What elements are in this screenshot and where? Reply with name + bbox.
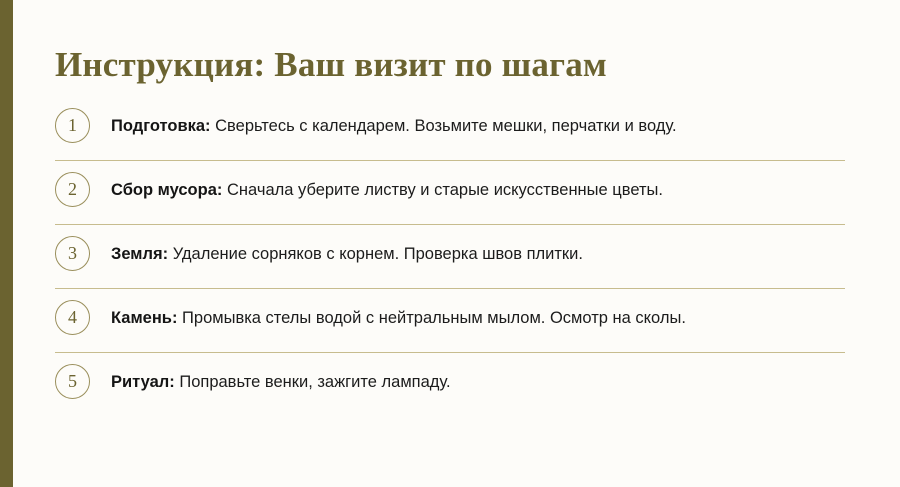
list-item (55, 176, 845, 225)
step-number-badge: 3 (55, 236, 90, 271)
step-body: Поправьте венки, зажгите лампаду. (179, 373, 451, 391)
step-text (111, 176, 663, 201)
step-number-badge: 2 (55, 172, 90, 207)
steps-list (55, 112, 845, 416)
step-text (111, 368, 451, 393)
step-text (111, 112, 677, 137)
step-lead: Сбор мусора: (111, 181, 223, 199)
step-lead: Подготовка: (111, 117, 211, 135)
list-item (55, 112, 845, 161)
step-lead: Земля: (111, 245, 169, 263)
step-body: Промывка стелы водой с нейтральным мылом. Осмотр на сколы. (182, 309, 686, 327)
step-body: Удаление сорняков с корнем. Проверка швов плитки. (172, 245, 583, 263)
step-body: Сначала уберите листву и старые искусственные цветы. (227, 181, 663, 199)
step-number-badge: 1 (55, 108, 90, 143)
step-lead: Камень: (111, 309, 178, 327)
card-content (55, 0, 855, 487)
step-number-badge: 5 (55, 364, 90, 399)
page-title: Инструкция: Ваш визит по шагам (55, 45, 607, 84)
step-body: Сверьтесь с календарем. Возьмите мешки, перчатки и воду. (215, 117, 677, 135)
step-number-badge: 4 (55, 300, 90, 335)
step-text (111, 240, 583, 265)
step-lead: Ритуал: (111, 373, 175, 391)
step-text (111, 304, 686, 329)
list-item (55, 304, 845, 353)
list-item (55, 240, 845, 289)
left-accent-bar (0, 0, 13, 487)
list-item (55, 368, 845, 416)
